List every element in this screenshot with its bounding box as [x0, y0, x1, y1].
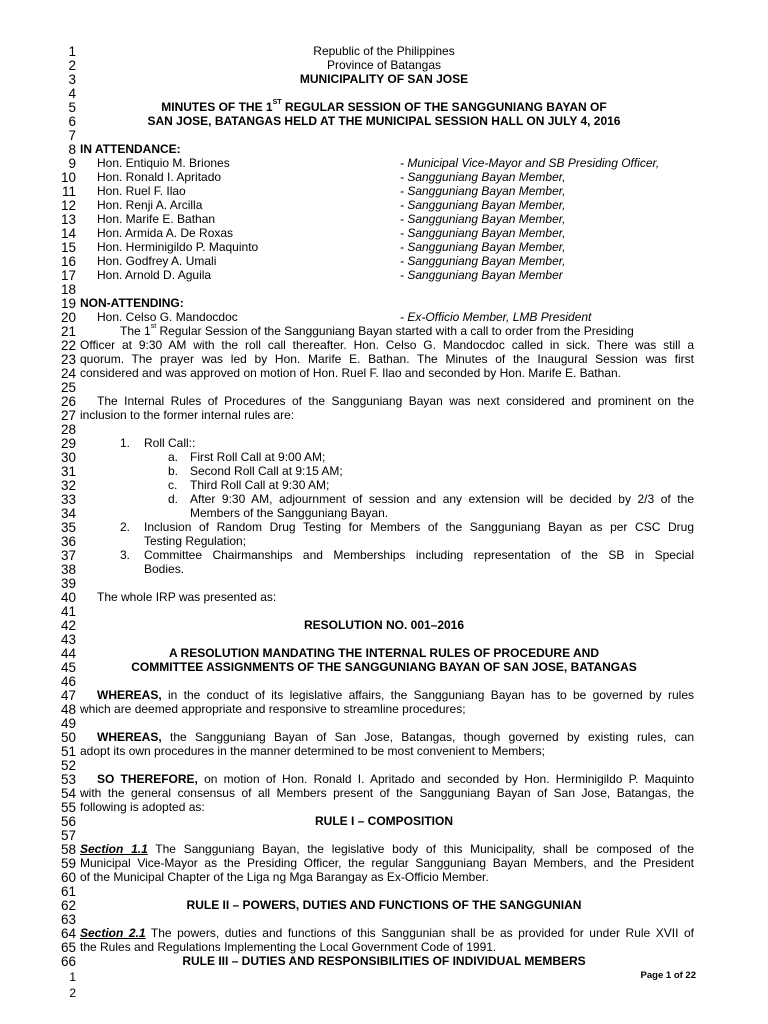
line-number: 64	[60, 926, 76, 941]
line-number: 9	[68, 156, 76, 171]
line-number: 35	[60, 520, 76, 535]
line-number: 29	[60, 436, 76, 451]
line-number: 42	[60, 618, 76, 633]
attendee-role: - Sangguniang Bayan Member	[400, 268, 563, 282]
resolution-title-line2: COMMITTEE ASSIGNMENTS OF THE SANGGUNIANG BAYAN OF SAN JOSE, BATANGAS	[131, 660, 637, 674]
line-number: 21	[60, 324, 76, 339]
line-number: 12	[60, 198, 76, 213]
line-number: 22	[60, 338, 76, 353]
line-number: 17	[60, 268, 76, 283]
line-number: 30	[60, 450, 76, 465]
line-number: 41	[60, 604, 76, 619]
line-number: 62	[60, 898, 76, 913]
line-number: 51	[60, 744, 76, 759]
attendee-name: Hon. Godfrey A. Umali	[97, 254, 217, 268]
line-number: 23	[60, 352, 76, 367]
line-number: 59	[60, 856, 76, 871]
line-number: 46	[60, 674, 76, 689]
attendee-name: Hon. Renji A. Arcilla	[97, 198, 203, 212]
attendee-role: - Sangguniang Bayan Member,	[400, 254, 566, 268]
whereas1-line2: which are deemed appropriate and responsive to streamline procedures;	[80, 702, 466, 716]
list-item-2-line1: Inclusion of Random Drug Testing for Members of the Sangguniang Bayan as per CSC Drug	[144, 520, 694, 534]
sub-item-c-marker: c.	[168, 478, 178, 492]
whereas1-line1: WHEREAS, in the conduct of its legislative affairs, the Sangguniang Bayan has to be governed by rules	[97, 688, 694, 702]
whereas2-line1: WHEREAS, the Sangguniang Bayan of San Jose, Batangas, though governed by existing rules, can	[97, 730, 694, 744]
line-number: 60	[60, 870, 76, 885]
line-number: 40	[60, 590, 76, 605]
list-item-1-text: Roll Call::	[144, 436, 196, 450]
para2-line2: inclusion to the former internal rules are:	[80, 408, 295, 422]
rule2-heading: RULE II – POWERS, DUTIES AND FUNCTIONS OF THE SANGGUNIAN	[186, 898, 582, 912]
attendee-name: Hon. Entiquio M. Briones	[97, 156, 230, 170]
non-attending-role: - Ex-Officio Member, LMB President	[400, 310, 592, 324]
therefore-line2: with the general consensus of all Members present of the Sangguniang Bayan of San Jose, Batangas, the	[80, 786, 694, 800]
attendee-name: Hon. Ronald I. Apritado	[97, 170, 222, 184]
line-number: 50	[60, 730, 76, 745]
line-number: 56	[60, 814, 76, 829]
para2-line1: The Internal Rules of Procedures of the Sangguniang Bayan was next considered and prominent on the	[97, 394, 694, 408]
line-number: 1	[68, 44, 76, 59]
rule1-line3: of the Municipal Chapter of the Liga ng Mga Barangay as Ex-Officio Member.	[80, 870, 489, 884]
line-number: 52	[60, 758, 76, 773]
attendee-role: - Sangguniang Bayan Member,	[400, 240, 566, 254]
sub-item-b-text: Second Roll Call at 9:15 AM;	[190, 464, 343, 478]
sub-item-a-marker: a.	[168, 450, 179, 464]
page-number: Page 1 of 22	[640, 970, 696, 981]
resolution-number: RESOLUTION NO. 001–2016	[303, 618, 465, 632]
line-number: 28	[60, 422, 76, 437]
non-attending-heading: NON-ATTENDING:	[80, 296, 184, 310]
list-item-3-line2: Bodies.	[144, 562, 185, 576]
para1-line2: Officer at 9:30 AM with the roll call thereafter. Hon. Celso G. Mandocdoc called in sick. There was still a	[80, 338, 694, 352]
line-number: 43	[60, 632, 76, 647]
attendee-name: Hon. Armida A. De Roxas	[97, 226, 234, 240]
line-number: 19	[60, 296, 76, 311]
line-number: 11	[61, 184, 76, 199]
line-number: 32	[60, 478, 76, 493]
minutes-title-line1: MINUTES OF THE 1ST REGULAR SESSION OF THE SANGGUNIANG BAYAN OF	[161, 99, 607, 114]
attendee-role: - Sangguniang Bayan Member,	[400, 184, 566, 198]
attendance-heading: IN ATTENDANCE:	[80, 142, 181, 156]
sub-item-d-line2: Members of the Sangguniang Bayan.	[190, 506, 389, 520]
line-number: 37	[60, 548, 76, 563]
attendee-name: Hon. Arnold D. Aguila	[97, 268, 212, 282]
line-number: 3	[68, 72, 76, 87]
non-attending-name: Hon. Celso G. Mandocdoc	[97, 310, 238, 324]
header-country: Republic of the Philippines	[313, 44, 455, 58]
line-number: 18	[60, 282, 76, 297]
line-number: 34	[60, 506, 76, 521]
line-number: 66	[60, 954, 76, 969]
attendee-name: Hon. Herminigildo P. Maquinto	[97, 240, 259, 254]
therefore-line1: SO THEREFORE, on motion of Hon. Ronald I. Apritado and seconded by Hon. Herminigildo P. Maquinto	[97, 772, 694, 786]
attendee-role: - Sangguniang Bayan Member,	[400, 198, 566, 212]
line-number: 27	[60, 408, 76, 423]
line-number: 26	[60, 394, 76, 409]
whereas2-line2: adopt its own procedures in the manner determined to be most convenient to Members;	[80, 744, 545, 758]
list-item-2-line2: Testing Regulation;	[144, 534, 247, 548]
line-number: 55	[60, 800, 76, 815]
rule1-line2: Municipal Vice-Mayor as the Presiding Officer, the regular Sangguniang Bayan Members, and the President	[80, 856, 694, 870]
rule2-line1: Section 2.1 The powers, duties and functions of this Sanggunian shall be as provided for under Rule XVII of	[80, 926, 694, 940]
line-number: 6	[68, 114, 76, 129]
line-number: 47	[60, 688, 76, 703]
line-number: 36	[60, 534, 76, 549]
line-number: 49	[60, 716, 76, 731]
line-number: 31	[60, 464, 76, 479]
sub-item-d-marker: d.	[168, 492, 179, 506]
line-number: 8	[68, 142, 76, 157]
attendee-role: - Sangguniang Bayan Member,	[400, 212, 566, 226]
para1-line3: quorum. The prayer was led by Hon. Marife E. Bathan. The Minutes of the Inaugural Session was first	[80, 352, 694, 366]
sub-item-a-text: First Roll Call at 9:00 AM;	[190, 450, 326, 464]
line-number: 48	[60, 702, 76, 717]
irp-intro: The whole IRP was presented as:	[97, 590, 277, 604]
line-number: 25	[60, 380, 76, 395]
therefore-line3: following is adopted as:	[80, 800, 205, 814]
rule1-line1: Section 1.1 The Sangguniang Bayan, the legislative body of this Municipality, shall be composed of the	[80, 842, 694, 856]
line-number: 44	[60, 646, 76, 661]
list-item-3-line1: Committee Chairmanships and Memberships including representation of the SB in Special	[144, 548, 694, 562]
minutes-title-line2: SAN JOSE, BATANGAS HELD AT THE MUNICIPAL SESSION HALL ON JULY 4, 2016	[147, 114, 621, 128]
line-number: 39	[60, 576, 76, 591]
line-number: 33	[60, 492, 76, 507]
sub-item-d-line1: After 9:30 AM, adjournment of session and any extension will be decided by 2/3 of the	[190, 492, 694, 506]
line-number: 16	[60, 254, 76, 269]
line-number: 38	[60, 562, 76, 577]
rule1-heading: RULE I – COMPOSITION	[314, 814, 453, 828]
attendee-role: - Sangguniang Bayan Member,	[400, 170, 566, 184]
list-item-1-marker: 1.	[120, 436, 131, 450]
list-item-2-marker: 2.	[120, 520, 131, 534]
para1-line1: The 1st Regular Session of the Sangguniang Bayan started with a call to order from the Presiding	[120, 323, 634, 338]
line-number: 13	[60, 212, 76, 227]
list-item-3-marker: 3.	[120, 548, 131, 562]
footer-line-number: 1	[69, 970, 76, 984]
line-number: 24	[60, 366, 76, 381]
line-number: 15	[60, 240, 76, 255]
line-number: 14	[60, 226, 76, 241]
rule2-line2: the Rules and Regulations Implementing the Local Government Code of 1991.	[80, 940, 497, 954]
line-number: 45	[60, 660, 76, 675]
line-number: 65	[60, 940, 76, 955]
line-number: 63	[60, 912, 76, 927]
line-number: 5	[68, 100, 76, 115]
line-number: 53	[60, 772, 76, 787]
sub-item-c-text: Third Roll Call at 9:30 AM;	[190, 478, 330, 492]
rule3-heading: RULE III – DUTIES AND RESPONSIBILITIES OF INDIVIDUAL MEMBERS	[182, 954, 586, 968]
line-number: 10	[60, 170, 76, 185]
line-number: 57	[60, 828, 76, 843]
line-number: 58	[60, 842, 76, 857]
line-number: 61	[60, 884, 76, 899]
attendee-role: - Municipal Vice-Mayor and SB Presiding Officer,	[400, 156, 660, 170]
header-municipality: MUNICIPALITY OF SAN JOSE	[299, 72, 469, 86]
para1-line4: considered and was approved on motion of Hon. Ruel F. Ilao and seconded by Hon. Marife E. Bathan.	[80, 366, 621, 380]
footer-line-number: 2	[69, 986, 76, 1000]
line-number: 54	[60, 786, 76, 801]
attendee-name: Hon. Marife E. Bathan	[97, 212, 216, 226]
attendee-name: Hon. Ruel F. Ilao	[97, 184, 186, 198]
line-number: 2	[68, 58, 76, 73]
line-number: 20	[60, 310, 76, 325]
resolution-title-line1: A RESOLUTION MANDATING THE INTERNAL RULES OF PROCEDURE AND	[168, 646, 599, 660]
sub-item-b-marker: b.	[168, 464, 179, 478]
header-province: Province of Batangas	[326, 58, 442, 72]
line-number: 7	[68, 128, 76, 143]
attendee-role: - Sangguniang Bayan Member,	[400, 226, 566, 240]
line-number: 4	[68, 86, 76, 101]
